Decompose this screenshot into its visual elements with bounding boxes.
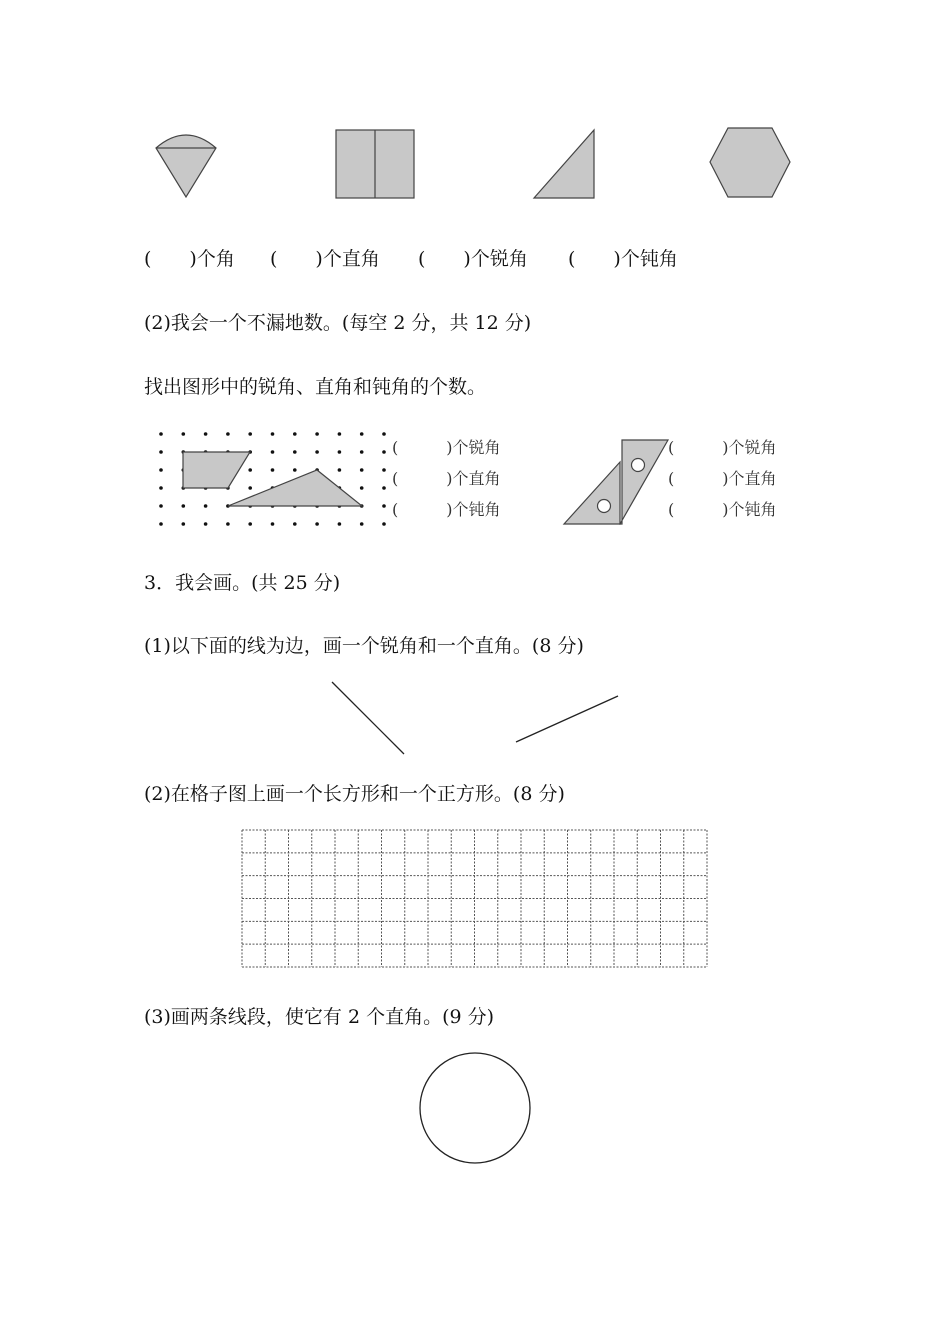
grid-dot: [182, 504, 186, 508]
grid-dot: [338, 468, 342, 472]
grid-dot: [248, 486, 252, 490]
grid-dot: [338, 432, 342, 436]
given-segments-figure: [320, 676, 630, 760]
grid-dot: [204, 522, 208, 526]
grid-dot: [271, 450, 275, 454]
grid-dot: [293, 522, 297, 526]
grid-dot: [159, 486, 163, 490]
dotgrid-right-label: ( )个直角: [392, 469, 501, 488]
grid-dot: [226, 432, 230, 436]
fan-shape-figure: [150, 122, 222, 202]
set-squares-figure: [560, 436, 672, 528]
grid-dot: [382, 450, 386, 454]
grid-dot: [159, 450, 163, 454]
row1-label-acute-angles: ( )个锐角: [418, 248, 528, 270]
grid-dot: [159, 522, 163, 526]
grid-dot: [293, 432, 297, 436]
grid-dot: [382, 486, 386, 490]
dotgrid-acute-label: ( )个锐角: [392, 438, 501, 457]
grid-dot: [382, 468, 386, 472]
grid-dot: [382, 432, 386, 436]
grid-dot: [293, 450, 297, 454]
grid-dot: [182, 432, 186, 436]
setsquare-acute-label: ( )个锐角: [668, 438, 777, 457]
grid-dot: [204, 504, 208, 508]
split-rectangle-figure: [334, 128, 418, 200]
q3-part1: (1)以下面的线为边，画一个锐角和一个直角。(8 分): [144, 635, 584, 657]
circle-figure: [416, 1050, 534, 1168]
hexagon-figure: [706, 124, 794, 202]
square-grid-figure: [240, 828, 710, 970]
q2-title: (2)我会一个不漏地数。(每空 2 分，共 12 分): [144, 312, 532, 334]
grid-dot: [360, 432, 364, 436]
grid-dot: [360, 522, 364, 526]
grid-dot: [271, 522, 275, 526]
grid-dot: [271, 468, 275, 472]
grid-dot: [360, 450, 364, 454]
grid-dot: [360, 468, 364, 472]
grid-dot: [315, 432, 319, 436]
grid-dot: [248, 468, 252, 472]
grid-dot: [159, 504, 163, 508]
row1-label-angles: ( )个角: [144, 248, 235, 270]
q3-title: 3．我会画。(共 25 分): [144, 572, 341, 594]
grid-dot: [226, 522, 230, 526]
dot-grid-figure: [150, 424, 390, 530]
grid-dot: [159, 432, 163, 436]
grid-dot: [293, 468, 297, 472]
grid-dot: [159, 468, 163, 472]
q3-part2: (2)在格子图上画一个长方形和一个正方形。(8 分): [144, 783, 565, 805]
row1-label-obtuse-angles: ( )个钝角: [568, 248, 678, 270]
grid-dot: [271, 432, 275, 436]
right-triangle-figure: [530, 128, 598, 200]
q3-part3: (3)画两条线段，使它有 2 个直角。(9 分): [144, 1006, 495, 1028]
grid-dot: [382, 522, 386, 526]
q2-instruction: 找出图形中的锐角、直角和钝角的个数。: [144, 376, 487, 398]
dotgrid-obtuse-label: ( )个钝角: [392, 500, 501, 519]
grid-dot: [338, 450, 342, 454]
grid-dot: [315, 522, 319, 526]
grid-dot: [382, 504, 386, 508]
setsquare-obtuse-label: ( )个钝角: [668, 500, 777, 519]
grid-dot: [248, 522, 252, 526]
grid-dot: [182, 522, 186, 526]
setsquare-right-label: ( )个直角: [668, 469, 777, 488]
grid-dot: [248, 432, 252, 436]
grid-dot: [338, 522, 342, 526]
grid-dot: [204, 432, 208, 436]
grid-dot: [315, 450, 319, 454]
grid-dot: [360, 486, 364, 490]
row1-label-right-angles: ( )个直角: [270, 248, 380, 270]
